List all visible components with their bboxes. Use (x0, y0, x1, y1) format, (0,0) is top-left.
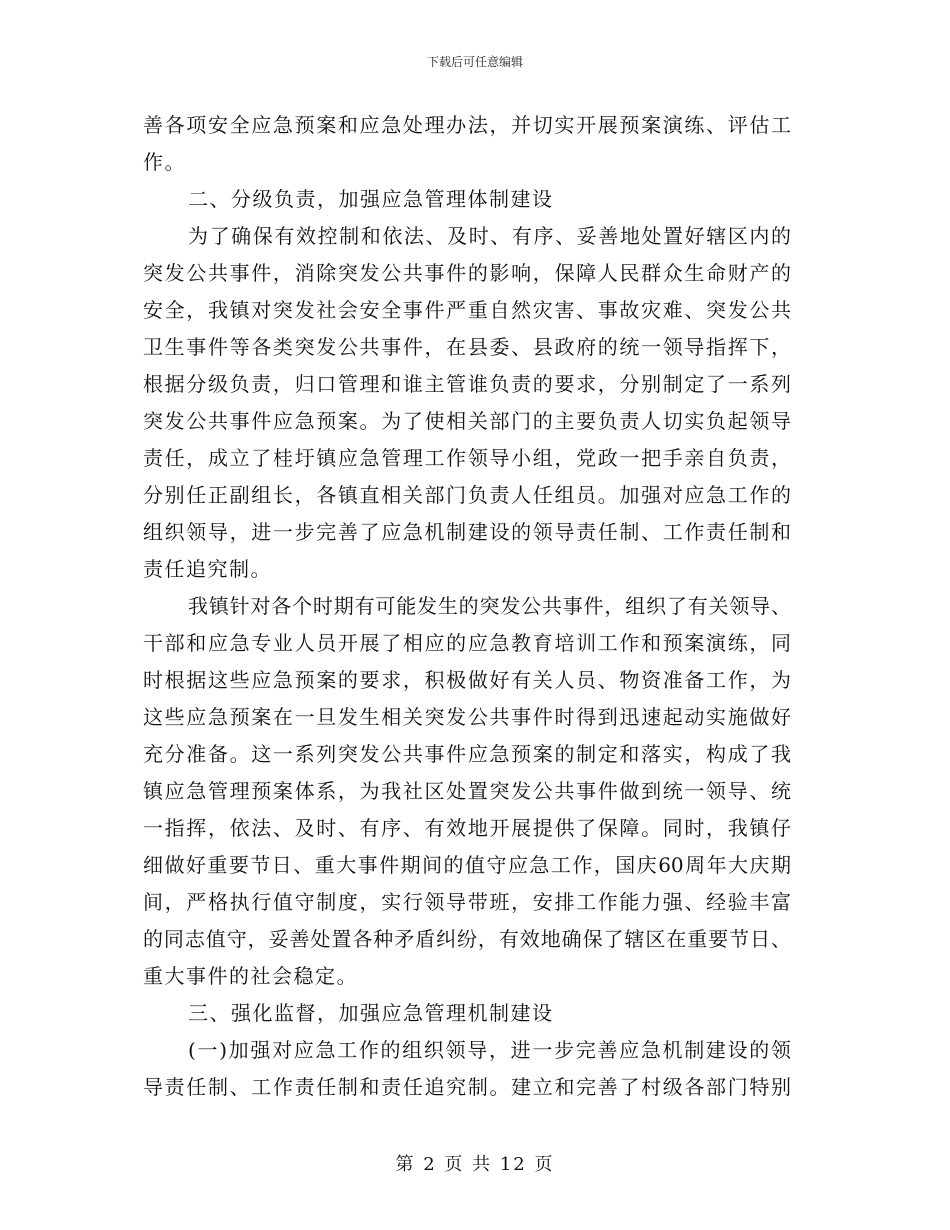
paragraph-line: 责任，成立了桂圩镇应急管理工作领导小组，党政一把手亲自负责， (143, 446, 791, 470)
paragraph-line: 善各项安全应急预案和应急处理办法，并切实开展预案演练、评估工 (143, 113, 791, 137)
paragraph-line: 作。 (143, 150, 186, 174)
paragraph-line: 干部和应急专业人员开展了相应的应急教育培训工作和预案演练，同 (143, 631, 791, 655)
page-number-footer: 第 2 页 共 12 页 (395, 1154, 555, 1175)
paragraph-line: 充分准备。这一系列突发公共事件应急预案的制定和落实，构成了我 (143, 742, 791, 766)
paragraph-line: 责任追究制。 (143, 557, 272, 581)
paragraph-line: 为了确保有效控制和依法、及时、有序、妥善地处置好辖区内的 (188, 224, 791, 248)
paragraph-line: 时根据这些应急预案的要求，积极做好有关人员、物资准备工作，为 (143, 668, 791, 692)
paragraph-line: 细做好重要节日、重大事件期间的值守应急工作，国庆60周年大庆期 (143, 853, 791, 877)
section-heading: 二、分级负责，加强应急管理体制建设 (188, 187, 554, 211)
paragraph-line: 根据分级负责，归口管理和谁主管谁负责的要求，分别制定了一系列 (143, 372, 791, 396)
paragraph-line: 突发公共事件，消除突发公共事件的影响，保障人民群众生命财产的 (143, 261, 791, 285)
paragraph (143, 1032, 791, 1106)
paragraph-line: 这些应急预案在一旦发生相关突发公共事件时得到迅速起动实施做好 (143, 705, 791, 729)
paragraph-line: 分别任正副组长，各镇直相关部门负责人任组员。加强对应急工作的 (143, 483, 791, 507)
paragraph-line: 的同志值守，妥善处置各种矛盾纠纷，有效地确保了辖区在重要节日、 (143, 927, 791, 951)
paragraph (143, 107, 791, 181)
paragraph-line: 一指挥，依法、及时、有序、有效地开展提供了保障。同时，我镇仔 (143, 816, 791, 840)
paragraph-line: 安全，我镇对突发社会安全事件严重自然灾害、事故灾难、突发公共 (143, 298, 791, 322)
paragraph-line: 组织领导，进一步完善了应急机制建设的领导责任制、工作责任制和 (143, 520, 791, 544)
paragraph-line: 重大事件的社会稳定。 (143, 964, 358, 988)
paragraph-line: 卫生事件等各类突发公共事件，在县委、县政府的统一领导指挥下， (143, 335, 791, 359)
section-heading: 三、强化监督，加强应急管理机制建设 (188, 1001, 554, 1025)
paragraph-line: 导责任制、工作责任制和责任追究制。建立和完善了村级各部门特别 (143, 1075, 791, 1099)
paragraph (143, 588, 791, 995)
paragraph-line: 我镇针对各个时期有可能发生的突发公共事件，组织了有关领导、 (188, 594, 791, 618)
paragraph-line: (一)加强对应急工作的组织领导，进一步完善应急机制建设的领 (188, 1038, 791, 1062)
document-body (143, 107, 791, 1106)
paragraph-line: 间，严格执行值守制度，实行领导带班，安排工作能力强、经验丰富 (143, 890, 791, 914)
paragraph-line: 突发公共事件应急预案。为了使相关部门的主要负责人切实负起领导 (143, 409, 791, 433)
paragraph (143, 218, 791, 588)
header-note: 下载后可任意编辑 (426, 55, 523, 69)
paragraph-line: 镇应急管理预案体系，为我社区处置突发公共事件做到统一领导、统 (143, 779, 791, 803)
